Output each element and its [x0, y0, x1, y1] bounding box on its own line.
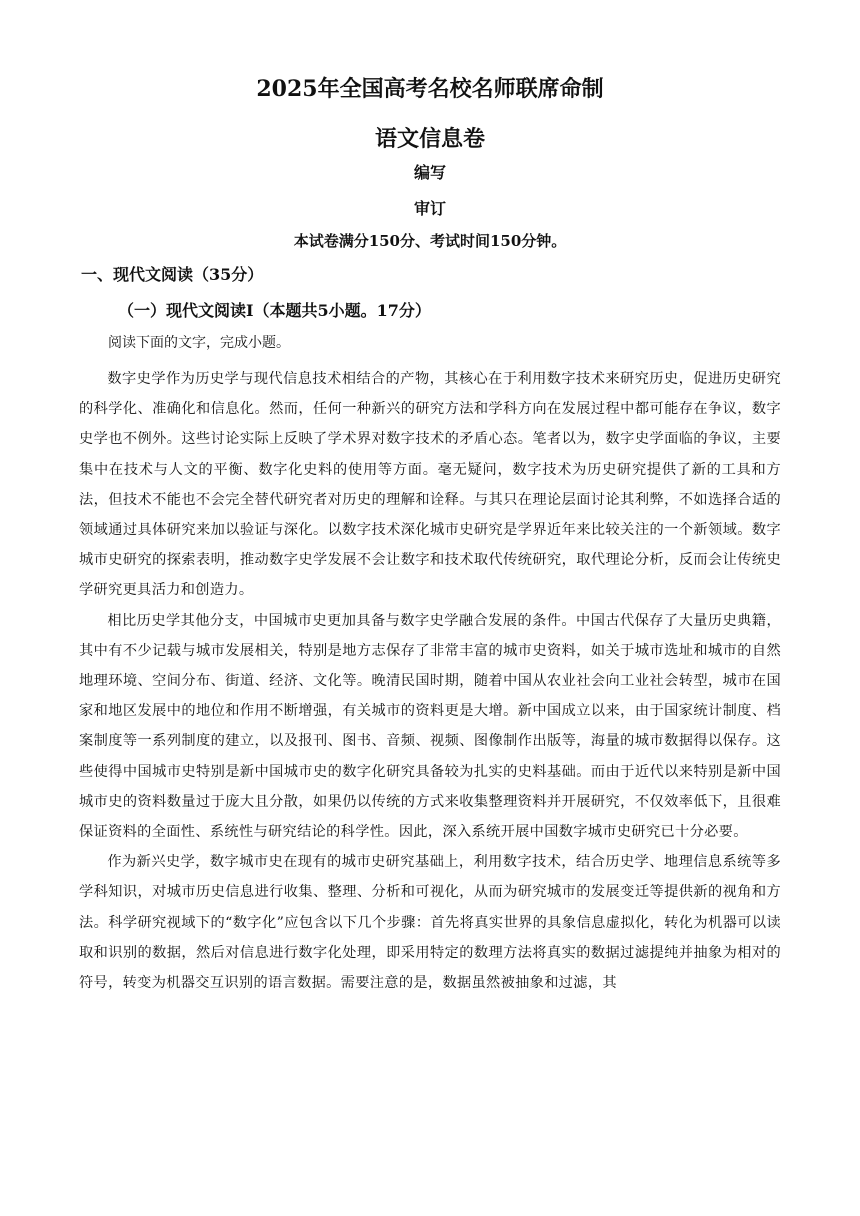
- exam-info: 本试卷满分150分、考试时间150分钟。: [293, 232, 567, 250]
- passage-paragraph-1: 数字史学作为历史学与现代信息技术相结合的产物，其核心在于利用数字技术来研究历史，促进历史研究的科学化、准确化和信息化。然而，任何一种新兴的研究方法和学科方向在发展过程中都可能存在争议，数字史学也不例外。这些讨论实际上反映了学术界对数字技术的矛盾心态。笔者以为，数字史学面临的争议，主要集中在技术与人文的平衡、数字化史料的使用等方面。毫无疑问，数字技术为历史研究提供了新的工具和方法，但技术不能也不会完全替代研究者对历史的理解和诠释。与其只在理论层面讨论其利弊，不如选择合适的领域通过具体研究来加以验证与深化。以数字技术深化城市史研究是学界近年来比较关注的一个新领域。数字城市史研究的探索表明，推动数字史学发展不会让数字和技术取代传统研究，取代理论分析，反而会让传统史学研究更具活力和创造力。: [79, 371, 781, 599]
- exam-subtitle: 语文信息卷: [374, 126, 485, 152]
- reading-passage: [79, 364, 781, 998]
- reading-instruction: 阅读下面的文字，完成小题。: [108, 335, 290, 351]
- exam-title: 2025年全国高考名校名师联席命制: [256, 76, 604, 102]
- section-heading: 一、现代文阅读（35分）: [81, 265, 264, 284]
- passage-paragraph-2: 相比历史学其他分支，中国城市史更加具备与数字史学融合发展的条件。中国古代保存了大量历史典籍，其中有不少记载与城市发展相关，特别是地方志保存了非常丰富的城市史资料，如关于城市选址和城市的自然地理环境、空间分布、街道、经济、文化等。晚清民国时期，随着中国从农业社会向工业社会转型，城市在国家和地区发展中的地位和作用不断增强，有关城市的资料更是大增。新中国成立以来，由于国家统计制度、档案制度等一系列制度的建立，以及报刊、图书、音频、视频、图像制作出版等，海量的城市数据得以保存。这些使得中国城市史特别是新中国城市史的数字化研究具备较为扎实的史料基础。而由于近代以来特别是新中国城市史的资料数量过于庞大且分散，如果仍以传统的方式来收集整理资料并开展研究，不仅效率低下，且很难保证资料的全面性、系统性与研究结论的科学性。因此，深入系统开展中国数字城市史研究已十分必要。: [79, 612, 781, 841]
- subsection-heading: （一）现代文阅读Ⅰ（本题共5小题。17分）: [118, 301, 431, 320]
- passage-paragraph-3: 作为新兴史学，数字城市史在现有的城市史研究基础上，利用数字技术，结合历史学、地理信息系统等多学科知识，对城市历史信息进行收集、整理、分析和可视化，从而为研究城市的发展变迁等提供新的视角和方法。科学研究视域下的“数字化”应包含以下几个步骤：首先将真实世界的具象信息虚拟化，转化为机器可以读取和识别的数据，然后对信息进行数字化处理，即采用特定的数理方法将真实的数据过滤提纯并抽象为相对的符号，转变为机器交互识别的语言数据。需要注意的是，数据虽然被抽象和过滤，其: [79, 854, 781, 992]
- reviewer-line: 审订: [413, 199, 446, 218]
- editor-line: 编写: [413, 163, 446, 182]
